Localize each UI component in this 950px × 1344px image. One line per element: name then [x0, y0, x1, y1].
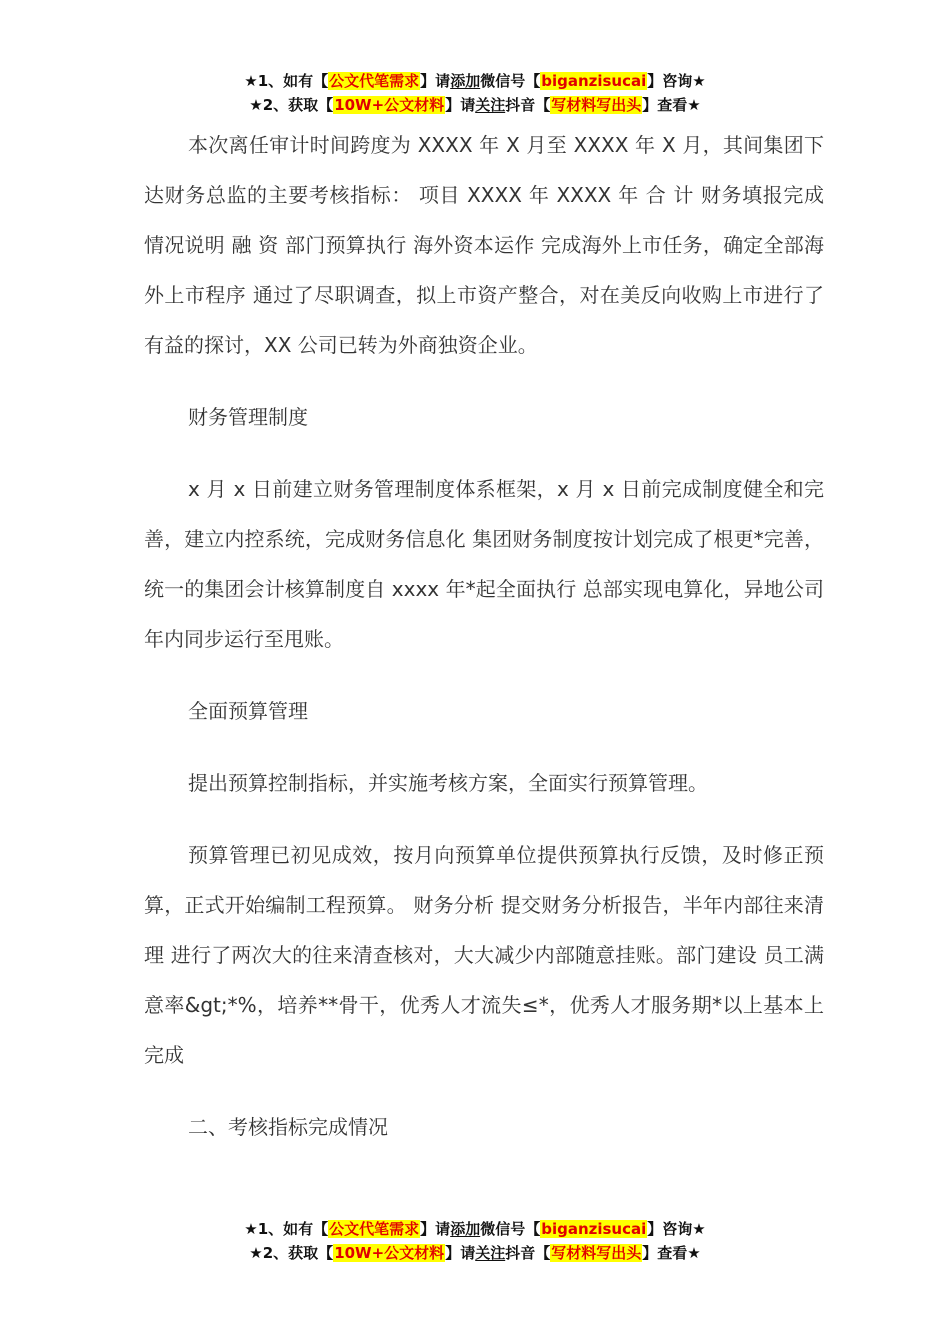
paragraph-budget-results: 预算管理已初见成效，按月向预算单位提供预算执行反馈，及时修正预算，正式开始编制工程预算。 财务分析 提交财务分析报告，半年内部往来清理 进行了两次大的往来清查核对，大大减少内部随意挂账。部门建设 员工满意率&gt;*%，培养**骨干，优秀人才流失≤*，优秀人才服务期*以上基本上完成: [144, 843, 824, 1067]
banner-highlight: 10W+公文材料: [334, 96, 445, 114]
banner-underline: 关注: [475, 96, 506, 114]
banner-text: 抖音【: [505, 1244, 551, 1262]
banner-text: 】请: [420, 72, 451, 90]
banner-text: ★2、获取【: [249, 96, 334, 114]
heading-budget-management: 全面预算管理: [188, 699, 308, 723]
banner-text: 】查看★: [642, 1244, 701, 1262]
banner-line-2: [0, 1241, 950, 1265]
banner-highlight: 写材料写出头: [551, 1244, 642, 1262]
banner-underline: 关注: [475, 1244, 506, 1262]
banner-text: ★2、获取【: [249, 1244, 334, 1262]
banner-line-2: [0, 93, 950, 117]
banner-highlight: 写材料写出头: [551, 96, 642, 114]
banner-text: 】请: [445, 1244, 476, 1262]
paragraph-audit-scope: 本次离任审计时间跨度为 XXXX 年 X 月至 XXXX 年 X 月，其间集团下达财务总监的主要考核指标： 项目 XXXX 年 XXXX 年 合 计 财务填报完成情况说明 融 资 部门预算执行 海外资本运作 完成海外上市任务，确定全部海外上市程序 通过了尽职调查，拟上市资产整合，对在美反向收购上市进行了有益的探讨，XX 公司已转为外商独资企业。: [144, 133, 824, 357]
banner-text: 微信号【: [480, 72, 541, 90]
paragraph-budget-indicators: 提出预算控制指标，并实施考核方案，全面实行预算管理。: [188, 771, 708, 795]
banner-text: 抖音【: [505, 96, 551, 114]
banner-text: 】咨询★: [647, 72, 706, 90]
banner-text: 】咨询★: [647, 1220, 706, 1238]
banner-highlight: 公文代笔需求: [329, 1220, 420, 1238]
banner-highlight: 公文代笔需求: [329, 72, 420, 90]
banner-text: 】请: [445, 96, 476, 114]
banner-text: ★1、如有【: [244, 1220, 329, 1238]
banner-underline: 添加: [450, 72, 481, 90]
banner-text: 】请: [420, 1220, 451, 1238]
heading-indicator-completion: 二、考核指标完成情况: [188, 1115, 388, 1139]
paragraph-financial-system: x 月 x 日前建立财务管理制度体系框架，x 月 x 日前完成制度健全和完善，建立内控系统，完成财务信息化 集团财务制度按计划完成了根更*完善，统一的集团会计核算制度自 xxxx 年*起全面执行 总部实现电算化，异地公司年内同步运行至甩账。: [144, 477, 824, 651]
banner-line-1: [0, 1217, 950, 1241]
footer-banner: [0, 1217, 950, 1265]
banner-line-1: [0, 69, 950, 93]
heading-financial-system: 财务管理制度: [188, 405, 308, 429]
banner-highlight: biganzisucai: [541, 72, 647, 90]
header-banner: [0, 69, 950, 117]
banner-highlight: biganzisucai: [541, 1220, 647, 1238]
banner-underline: 添加: [450, 1220, 481, 1238]
banner-text: 】查看★: [642, 96, 701, 114]
banner-highlight: 10W+公文材料: [334, 1244, 445, 1262]
document-body: [144, 120, 824, 1174]
banner-text: ★1、如有【: [244, 72, 329, 90]
banner-text: 微信号【: [480, 1220, 541, 1238]
